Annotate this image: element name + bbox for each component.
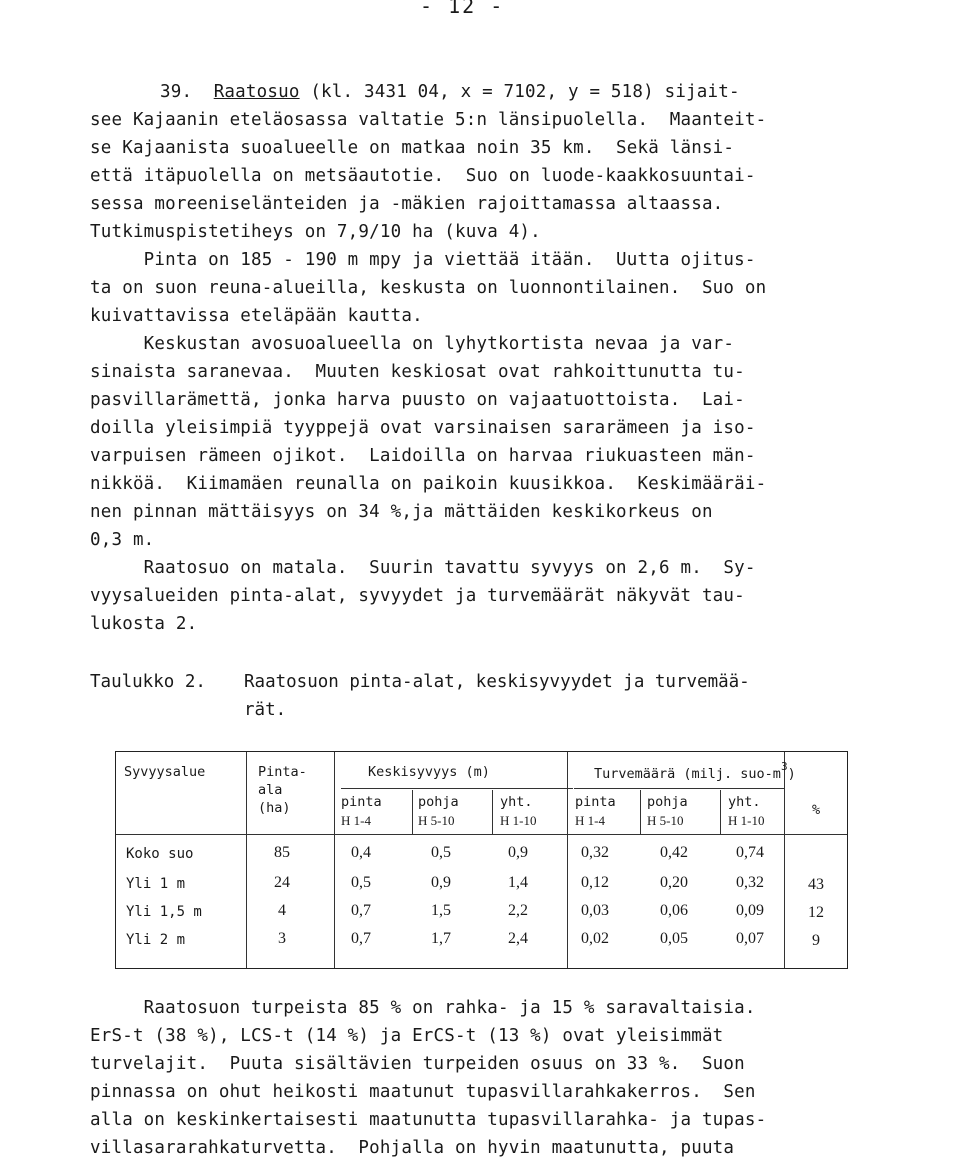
subheader-range: H 1-4 [575,813,605,828]
header-percent: % [812,802,821,818]
header-turvemaara: Turvemäärä (milj. suo-$m^3$) [594,760,796,782]
row-label: Koko suo [126,846,194,862]
cell-t-pohja: 0,42 [660,844,688,861]
cell-ala: 3 [278,930,286,947]
sub-col-divider [492,790,493,834]
subheader-range: H 1-4 [341,813,371,828]
cell-t-pohja: 0,20 [660,874,688,891]
text-line: nikköä. Kiimamäen reunalla on paikoin kuusikkoa. Keskimääräi- [90,474,767,494]
text-line: Tutkimuspistetiheys on 7,9/10 ha (kuva 4). [90,222,541,242]
text-line: doilla yleisimpiä tyyppejä ovat varsinaisen sararämeen ja iso- [90,418,756,438]
cell-k-pinta: 0,7 [351,930,371,947]
subheader: pinta [341,794,382,810]
cell-ala: 85 [274,844,290,861]
site-name-underlined: Raatosuo [213,82,300,102]
cell-k-pohja: 0,5 [431,844,451,861]
row-label: Yli 1,5 m [126,904,202,920]
cell-pct: 9 [812,932,820,949]
col-divider [334,752,335,968]
cell-pct: 12 [808,904,824,921]
depth-table [115,751,848,969]
text-line: 0,3 m. [90,530,155,550]
text-line: varpuisen rämeen ojikot. Laidoilla on harvaa riukuasteen män- [90,446,756,466]
col-divider [567,752,568,968]
text-line: Pinta on 185 - 190 m mpy ja viettää itään. Uutta ojitus- [90,250,756,270]
col-divider [784,752,785,968]
cell-k-yht: 1,4 [508,874,528,891]
col-divider [246,752,247,968]
text-line: ta on suon reuna-alueilla, keskusta on luonnontilainen. Suo on [90,278,767,298]
subheader: pinta [575,794,616,810]
text-line: vyysalueiden pinta-alat, syvyydet ja turvemäärät näkyvät tau- [90,586,745,606]
text-line: pinnassa on ohut heikosti maatunut tupasvillarahkakerros. Sen [90,1082,756,1102]
text-line: pasvillarämettä, jonka harva puusto on vajaatuottoista. Lai- [90,390,745,410]
row-label: Yli 2 m [126,932,186,948]
text-line: se Kajaanista suoalueelle on matkaa noin 35 km. Sekä länsi- [90,138,735,158]
cell-ala: 24 [274,874,290,891]
sub-col-divider [412,790,413,834]
cell-t-pinta: 0,03 [581,902,609,919]
text-line: 39. Raatosuo (kl. 3431 04, x = 7102, y = 518) sijait- [160,82,740,102]
text-line: lukosta 2. [90,614,198,634]
cell-k-yht: 0,9 [508,844,528,861]
subheader: yht. [728,794,761,810]
cell-k-pinta: 0,4 [351,844,371,861]
cell-k-pohja: 1,5 [431,902,451,919]
cell-t-pohja: 0,06 [660,902,688,919]
table-caption-title: Raatosuon pinta-alat, keskisyvyydet ja turvemää- [244,672,750,692]
cell-k-yht: 2,2 [508,902,528,919]
cell-pct: 43 [808,876,824,893]
text-line: turvelajit. Puuta sisältävien turpeiden osuus on 33 %. Suon [90,1054,745,1074]
cell-t-pohja: 0,05 [660,930,688,947]
cell-t-yht: 0,32 [736,874,764,891]
row-label: Yli 1 m [126,876,186,892]
table-caption-title-cont: rät. [244,700,287,720]
subheader: pohja [418,794,459,810]
text-line: että itäpuolella on metsäautotie. Suo on luode-kaakkosuuntai- [90,166,756,186]
header-syvyysalue: Syvyysalue [124,764,206,780]
sub-col-divider [640,790,641,834]
cell-t-pinta: 0,02 [581,930,609,947]
cell-t-yht: 0,74 [736,844,764,861]
subheader-range: H 5-10 [418,813,455,828]
subheader: pohja [647,794,688,810]
header-group-rule-right [574,788,784,789]
cell-ala: 4 [278,902,286,919]
cell-k-pinta: 0,7 [351,902,371,919]
cell-k-pohja: 0,9 [431,874,451,891]
header-pinta-ala-1: Pinta- [258,764,307,780]
sub-col-divider [720,790,721,834]
subheader-range: H 1-10 [500,813,537,828]
cell-k-pohja: 1,7 [431,930,451,947]
header-pinta-ala-2: ala [258,782,283,798]
header-pinta-ala-3: (ha) [258,800,291,816]
text-line: alla on keskinkertaisesti maatunutta tupasvillarahka- ja tupas- [90,1110,767,1130]
text-line: kuivattavissa eteläpään kautta. [90,306,423,326]
text-line: see Kajaanin eteläosassa valtatie 5:n länsipuolella. Maanteit- [90,110,767,130]
table-caption-label: Taulukko 2. [90,672,206,692]
table-header-divider [116,834,847,835]
cell-t-yht: 0,09 [736,902,764,919]
text-line: sessa moreeniselänteiden ja -mäkien rajoittamassa altaassa. [90,194,724,214]
text-line: Raatosuo on matala. Suurin tavattu syvyys on 2,6 m. Sy- [90,558,756,578]
cell-k-yht: 2,4 [508,930,528,947]
text-line: villasararahkaturvetta. Pohjalla on hyvin maatunutta, puuta [90,1138,735,1158]
text-line: sinaista saranevaa. Muuten keskiosat ovat rahkoittunutta tu- [90,362,745,382]
subheader: yht. [500,794,533,810]
header-group-rule-left [341,788,573,789]
page-number: - 12 - [420,0,505,18]
subheader-range: H 5-10 [647,813,684,828]
text-line: Raatosuon turpeista 85 % on rahka- ja 15 % saravaltaisia. [90,998,756,1018]
subheader-range: H 1-10 [728,813,765,828]
text-line: ErS-t (38 %), LCS-t (14 %) ja ErCS-t (13 %) ovat yleisimmät [90,1026,724,1046]
cell-t-yht: 0,07 [736,930,764,947]
cell-k-pinta: 0,5 [351,874,371,891]
text-line: Keskustan avosuoalueella on lyhytkortista nevaa ja var- [90,334,735,354]
cell-t-pinta: 0,32 [581,844,609,861]
header-keskisyvyys: Keskisyvyys (m) [368,764,490,780]
cell-t-pinta: 0,12 [581,874,609,891]
text-line: nen pinnan mättäisyys on 34 %,ja mättäiden keskikorkeus on [90,502,713,522]
